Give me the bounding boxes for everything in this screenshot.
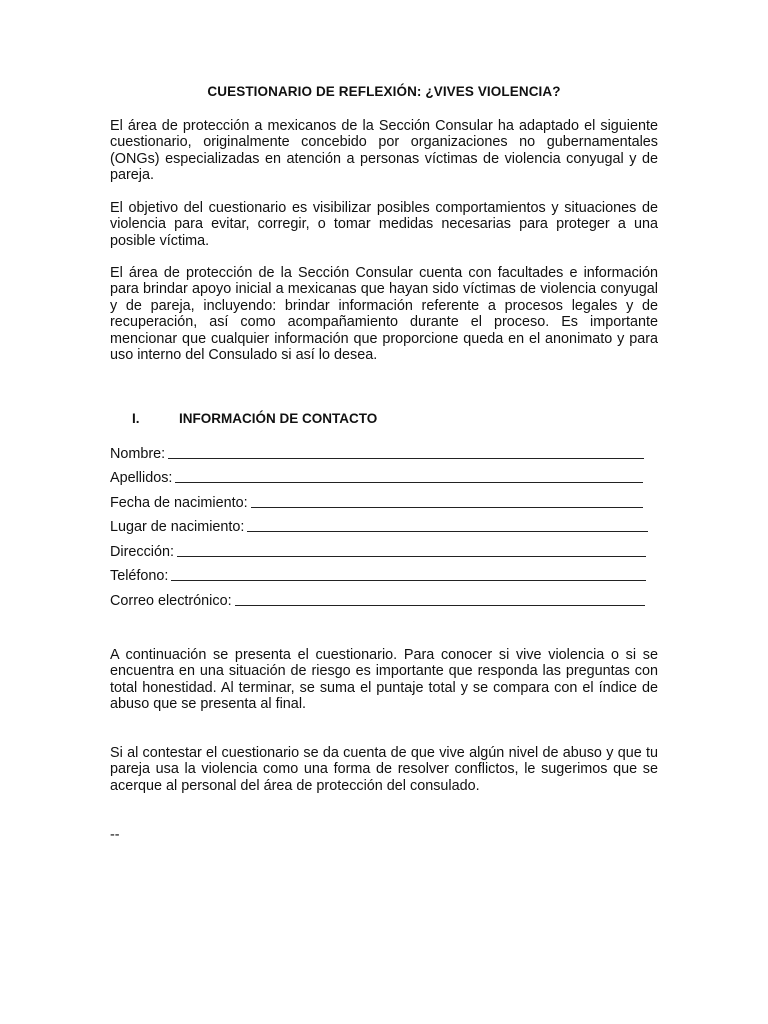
field-apellidos[interactable] [110,466,643,486]
recommendation-paragraph: Si al contestar el cuestionario se da cuenta de que vive algún nivel de abuso y que tu pareja usa la violencia como una forma de resolver conflictos, le sugerimos que se acerque al personal del área de protección del consulado. [110,745,658,794]
field-correo[interactable] [110,589,645,609]
field-nombre[interactable] [110,442,644,462]
blank-line[interactable] [171,579,646,581]
questionnaire-intro-paragraph: A continuación se presenta el cuestionario. Para conocer si vive violencia o si se encuentra en una situación de riesgo es importante que responda las preguntas con total honestidad. Al terminar, se suma el puntaje total y se compara con el índice de abuso que se presenta al final. [110,647,658,713]
field-lugar-nacimiento[interactable] [110,515,648,535]
blank-line[interactable] [251,506,643,508]
section-number: I. [132,411,140,426]
section-title: INFORMACIÓN DE CONTACTO [179,411,378,426]
blank-line[interactable] [175,481,643,483]
field-label: Lugar de nacimiento: [110,519,245,535]
blank-line[interactable] [247,530,648,532]
blank-line[interactable] [235,604,645,606]
field-label: Nombre: [110,446,166,462]
document-title: CUESTIONARIO DE REFLEXIÓN: ¿VIVES VIOLENCIA? [207,84,561,99]
field-fecha-nacimiento[interactable] [110,491,643,511]
field-label: Correo electrónico: [110,593,232,609]
support-paragraph: El área de protección de la Sección Consular cuenta con facultades e información para brindar apoyo inicial a mexicanas que hayan sido víctimas de violencia conyugal y de pareja, incluyendo: brindar información referente a procesos legales y de recuperación, así como acompañamiento durante el proceso. Es importante mencionar que cualquier información que proporcione queda en el anonimato y para uso interno del Consulado si así lo desea. [110,265,658,364]
separator-dashes: -- [110,827,120,843]
blank-line[interactable] [177,555,646,557]
field-label: Apellidos: [110,470,173,486]
field-label: Teléfono: [110,568,169,584]
field-label: Fecha de nacimiento: [110,495,248,511]
objective-paragraph: El objetivo del cuestionario es visibilizar posibles comportamientos y situaciones de violencia para evitar, corregir, o tomar medidas necesarias para proteger a una posible víctima. [110,200,658,249]
field-direccion[interactable] [110,540,646,560]
field-telefono[interactable] [110,564,646,584]
field-label: Dirección: [110,544,174,560]
intro-paragraph: El área de protección a mexicanos de la Sección Consular ha adaptado el siguiente cuestionario, originalmente concebido por organizaciones no gubernamentales (ONGs) especializadas en atención a personas víctimas de violencia conyugal y de pareja. [110,118,658,184]
blank-line[interactable] [168,457,644,459]
